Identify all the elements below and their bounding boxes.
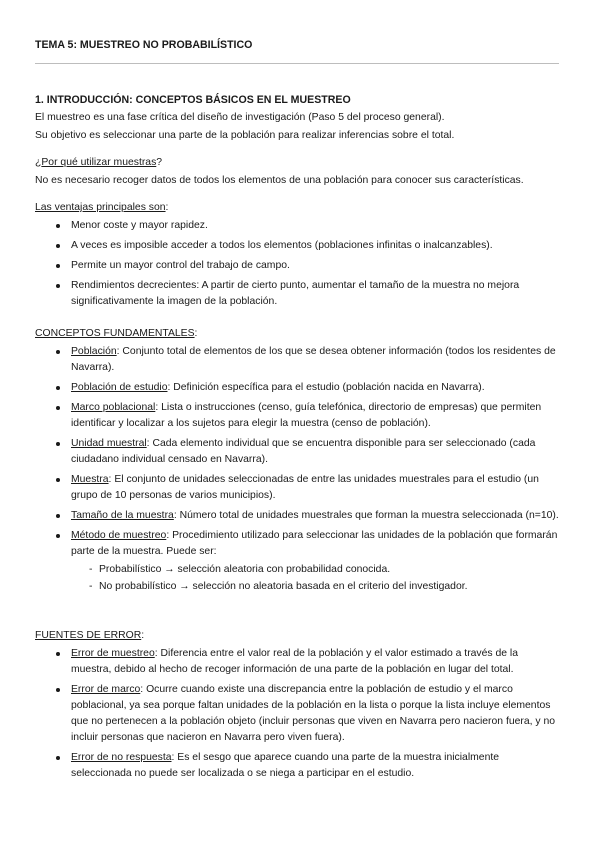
- list-item: [35, 646, 560, 678]
- concepts-heading-colon: :: [194, 328, 198, 339]
- why-samples-answer: No es necesario recoger datos de todos los elementos de una población para conocer sus características.: [35, 175, 524, 186]
- concept-term: Población de estudio: [71, 382, 168, 393]
- advantages-heading-text: Las ventajas principales son: [35, 202, 166, 213]
- error-definition: : Diferencia entre el valor real de la población y el valor estimado a través de la muestra, debido al hecho de recoger información de una parte de la población en lugar del total.: [71, 648, 519, 675]
- sub-list-item: - No probabilístico → selección no aleatoria basada en el criterio del investigador.: [71, 579, 560, 595]
- concepts-heading: [35, 326, 560, 342]
- question-prefix: ¿: [35, 157, 42, 168]
- list-item: [35, 380, 560, 396]
- errors-heading: [35, 628, 560, 644]
- list-item: Rendimientos decrecientes: A partir de cierto punto, aumentar el tamaño de la muestra no mejora significativamente la imagen de la población.: [35, 278, 560, 310]
- list-item: Menor coste y mayor rapidez.: [35, 218, 560, 234]
- sub-list-item: - Probabilístico → selección aleatoria con probabilidad conocida.: [71, 562, 560, 578]
- concepts-heading-text: CONCEPTOS FUNDAMENTALES: [35, 328, 195, 339]
- concept-definition: : Número total de unidades muestrales que forman la muestra seleccionada (n=10).: [173, 510, 559, 521]
- intro-paragraph-2: Su objetivo es seleccionar una parte de la población para realizar inferencias sobre el total.: [35, 130, 455, 141]
- concept-term: Muestra: [71, 474, 109, 485]
- concepts-list: [35, 344, 560, 599]
- title-divider: [35, 63, 559, 64]
- concept-term: Población: [71, 346, 117, 357]
- concept-definition: : Conjunto total de elementos de los que se desea obtener información (todos los residentes de Navarra).: [71, 346, 556, 373]
- advantages-heading-colon: :: [165, 202, 169, 213]
- concept-term: Marco poblacional: [71, 402, 156, 413]
- list-item: [35, 508, 560, 524]
- list-item: [35, 750, 560, 782]
- list-item: Permite un mayor control del trabajo de campo.: [35, 258, 560, 274]
- advantages-heading: [35, 200, 560, 216]
- why-samples-question: [35, 155, 560, 171]
- advantages-list: [35, 218, 560, 314]
- concept-definition: : El conjunto de unidades seleccionadas de entre las unidades muestrales para el estudio (un grupo de 10 personas de varios municipios).: [71, 474, 539, 501]
- concept-definition: : Procedimiento utilizado para seleccionar las unidades de la población que formarán parte de la muestra. Puede ser:: [71, 530, 558, 557]
- error-term: Error de no respuesta: [71, 752, 172, 763]
- list-item: [35, 528, 560, 595]
- question-suffix: ?: [156, 157, 163, 168]
- why-samples-link: Por qué utilizar muestras: [41, 157, 157, 168]
- error-definition: : Ocurre cuando existe una discrepancia entre la población de estudio y el marco poblacional, ya sea porque faltan unidades de la población en la lista o porque la lista incluye elementos que no pertenecen a la población objeto (incluir personas que viven en Navarra pero nacieron fuera, y no incluir personas que nacieron en Navarra pero viven fuera).: [71, 684, 556, 743]
- list-item: A veces es imposible acceder a todos los elementos (poblaciones infinitas o inalcanzables).: [35, 238, 560, 254]
- errors-heading-colon: :: [141, 630, 145, 641]
- list-item: [35, 472, 560, 504]
- sampling-method-sublist: [71, 562, 560, 595]
- concept-term: Unidad muestral: [71, 438, 147, 449]
- intro-heading: 1. INTRODUCCIÓN: CONCEPTOS BÁSICOS EN EL MUESTREO: [35, 94, 351, 106]
- error-term: Error de muestreo: [71, 648, 155, 659]
- list-item: [35, 344, 560, 376]
- errors-list: [35, 646, 560, 786]
- document-title: TEMA 5: MUESTREO NO PROBABILÍSTICO: [35, 39, 253, 51]
- concept-term: Método de muestreo: [71, 530, 167, 541]
- list-item: [35, 682, 560, 746]
- concept-term: Tamaño de la muestra: [71, 510, 174, 521]
- error-definition: : Es el sesgo que aparece cuando una parte de la muestra inicialmente seleccionada no puede ser localizada o se niega a participar en el estudio.: [71, 752, 500, 779]
- list-item: [35, 436, 560, 468]
- errors-heading-text: FUENTES DE ERROR: [35, 630, 142, 641]
- error-term: Error de marco: [71, 684, 141, 695]
- intro-paragraph-1: El muestreo es una fase crítica del diseño de investigación (Paso 5 del proceso general).: [35, 112, 445, 123]
- concept-definition: : Lista o instrucciones (censo, guía telefónica, directorio de empresas) que permiten identificar y localizar a los sujetos para elegir la muestra (censo de población).: [71, 402, 542, 429]
- concept-definition: : Cada elemento individual que se encuentra disponible para ser seleccionado (cada ciudadano individual censado en Navarra).: [71, 438, 536, 465]
- list-item: [35, 400, 560, 432]
- concept-definition: : Definición específica para el estudio (población nacida en Navarra).: [167, 382, 485, 393]
